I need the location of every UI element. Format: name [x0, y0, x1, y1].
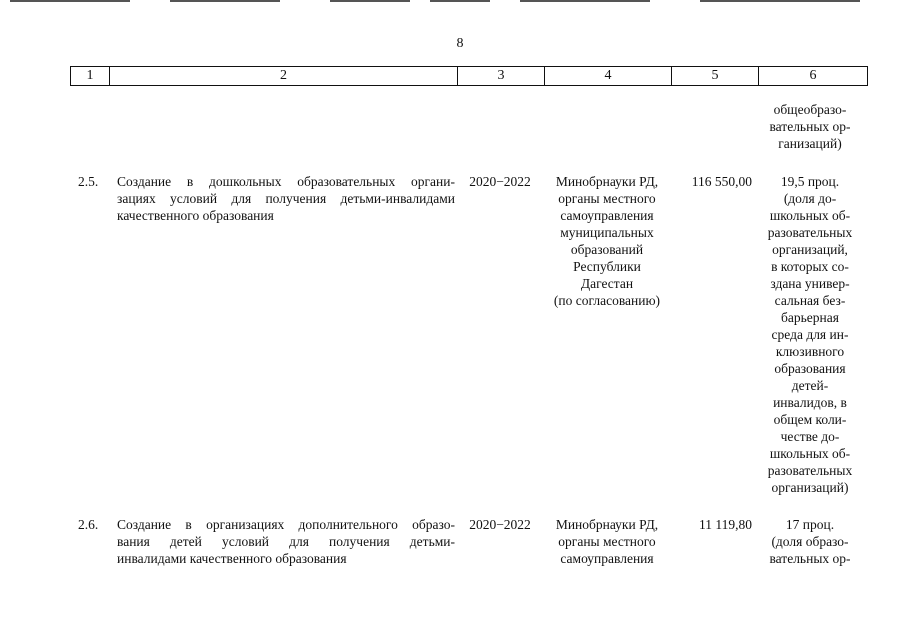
indicator-line: организаций,	[772, 242, 848, 257]
indicator-line: (доля до-	[783, 191, 837, 206]
executor-line: Минобрнауки РД,	[555, 517, 659, 532]
description-line: Создание в организациях дополнительного образо-	[117, 517, 455, 532]
executor-line: органы местного	[558, 534, 656, 549]
indicator-line: среда для ин-	[771, 327, 849, 342]
indicator-line: в которых со-	[771, 259, 849, 274]
indicator-line: 19,5 проц.	[780, 174, 840, 189]
header-col-2: 2	[110, 67, 458, 86]
indicator-line: образования	[774, 361, 846, 376]
indicator-line: (доля образо-	[771, 534, 849, 549]
indicator-line: клюзивного	[775, 344, 845, 359]
executor-line: (по согласованию)	[553, 293, 661, 308]
row-2-6-description	[117, 516, 455, 567]
indicator-line: детей-	[791, 378, 829, 393]
indicator-line: разовательных	[767, 225, 853, 240]
row-2-5-number: 2.5.	[78, 174, 99, 189]
indicator-line: организаций)	[771, 480, 849, 495]
indicator-line: барьерная	[781, 310, 839, 325]
indicator-line: разовательных	[767, 463, 853, 478]
indicator-line: вательных ор-	[769, 551, 851, 566]
indicator-line: общем коли-	[773, 412, 847, 427]
indicator-line: инвалидов, в	[773, 395, 847, 410]
row-2-6-amount: 11 119,80	[699, 517, 752, 532]
executor-line: Минобрнауки РД,	[555, 174, 659, 189]
executor-line: самоуправления	[560, 208, 654, 223]
executor-line: Дагестан	[580, 276, 634, 291]
indicator-line: 17 проц.	[785, 517, 835, 532]
scan-top-edge	[0, 0, 905, 2]
header-col-4: 4	[545, 67, 672, 86]
description-line: вания детей условий для получения детьми-	[117, 534, 455, 549]
executor-line: Республики	[573, 259, 641, 274]
continued-indicator	[758, 101, 862, 152]
page-number: 8	[456, 36, 464, 51]
indicator-line: общеобразо-	[773, 102, 847, 117]
row-2-5-amount: 116 550,00	[691, 174, 752, 189]
indicator-line: вательных ор-	[769, 119, 851, 134]
description-line: Создание в дошкольных образовательных органи-	[117, 174, 455, 189]
header-col-1: 1	[71, 67, 110, 86]
header-col-5: 5	[672, 67, 759, 86]
executor-line: муниципальных	[560, 225, 654, 240]
indicator-line: школьных об-	[769, 208, 851, 223]
description-line: качественного образования	[117, 208, 274, 223]
indicator-line: ганизаций)	[778, 136, 842, 151]
column-header-row	[70, 66, 868, 86]
row-2-5-executor	[542, 173, 672, 309]
indicator-line: сальная без-	[774, 293, 846, 308]
description-line: инвалидами качественного образования	[117, 551, 347, 566]
row-2-6-executor	[542, 516, 672, 567]
row-2-5-description	[117, 173, 455, 224]
indicator-line: здана универ-	[770, 276, 850, 291]
row-2-6-number: 2.6.	[78, 517, 99, 532]
header-col-3: 3	[458, 67, 545, 86]
row-2-5-indicator	[758, 173, 862, 496]
description-line: зациях условий для получения детьми-инвалидами	[117, 191, 455, 206]
executor-line: органы местного	[558, 191, 656, 206]
row-2-5-period: 2020−2022	[469, 174, 531, 189]
executor-line: образований	[570, 242, 644, 257]
row-2-6-period: 2020−2022	[469, 517, 531, 532]
header-col-6: 6	[759, 67, 868, 86]
indicator-line: честве до-	[780, 429, 840, 444]
row-2-6-indicator	[758, 516, 862, 567]
executor-line: самоуправления	[560, 551, 654, 566]
indicator-line: школьных об-	[769, 446, 851, 461]
